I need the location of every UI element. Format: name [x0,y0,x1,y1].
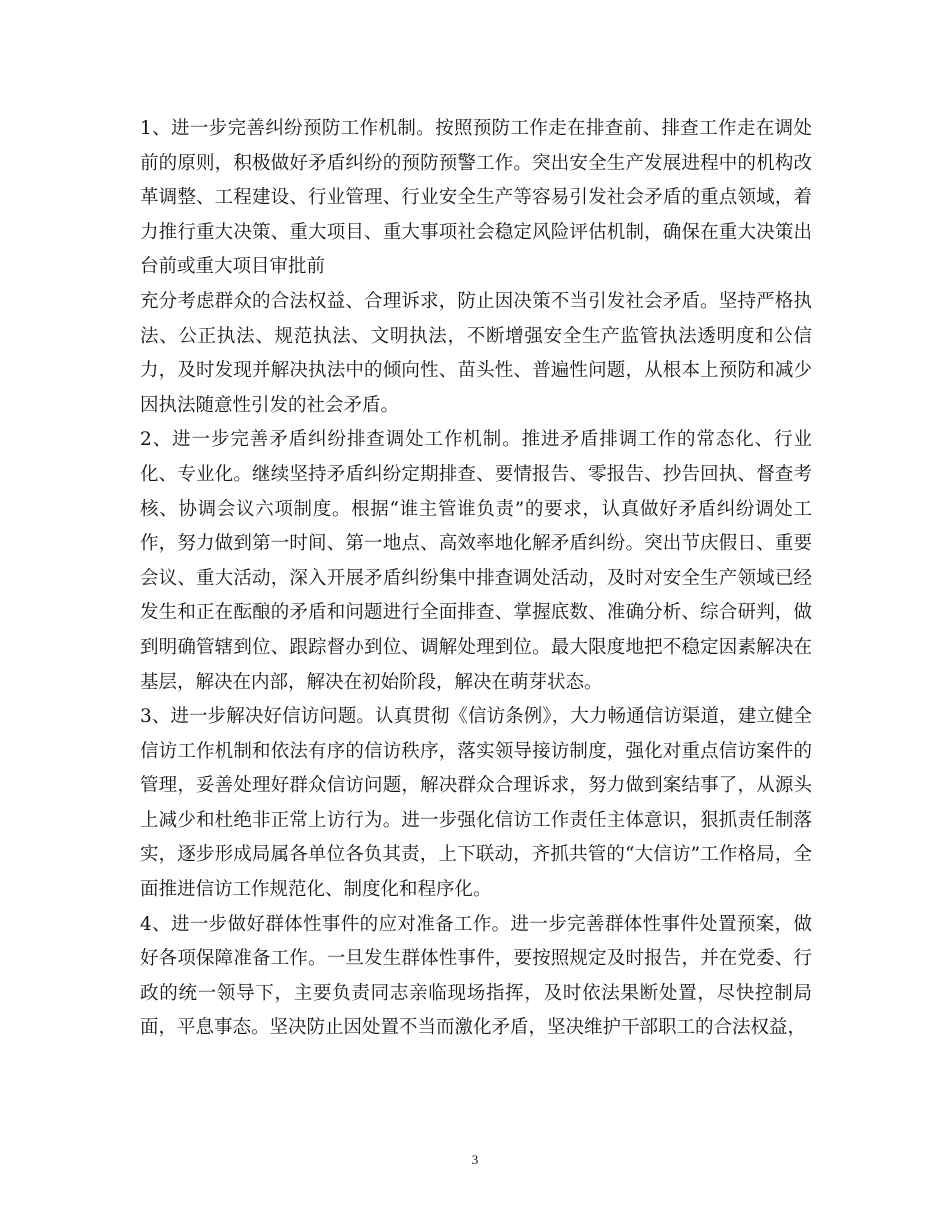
paragraph-4: 4、进一步做好群体性事件的应对准备工作。进一步完善群体性事件处置预案，做好各项保障准备工作。一旦发生群体性事件，要按照规定及时报告，并在党委、行政的统一领导下，主要负责同志亲临现场指挥，及时依法果断处置，尽快控制局面，平息事态。坚决防止因处置不当而激化矛盾，坚决维护干部职工的合法权益， [140,913,812,1039]
document-body [140,112,812,1046]
paragraph-3: 3、进一步解决好信访问题。认真贯彻《信访条例》，大力畅通信访渠道，建立健全信访工作机制和依法有序的信访秩序，落实领导接访制度，强化对重点信访案件的管理，妥善处理好群众信访问题，解决群众合理诉求，努力做到案结事了，从源头上减少和杜绝非正常上访行为。进一步强化信访工作责任主体意识，狠抓责任制落实，逐步形成局属各单位各负其责，上下联动，齐抓共管的“大信访”工作格局，全面推进信访工作规范化、制度化和程序化。 [140,706,812,901]
paragraph-1-part-1: 1、进一步完善纠纷预防工作机制。按照预防工作走在排查前、排查工作走在调处前的原则，积极做好矛盾纠纷的预防预警工作。突出安全生产发展进程中的机构改革调整、工程建设、行业管理、行业安全生产等容易引发社会矛盾的重点领域，着力推行重大决策、重大项目、重大事项社会稳定风险评估机制，确保在重大决策出台前或重大项目审批前 [140,118,812,278]
paragraph-1-part-2: 充分考虑群众的合法权益、合理诉求，防止因决策不当引发社会矛盾。坚持严格执法、公正执法、规范执法、文明执法，不断增强安全生产监管执法透明度和公信力，及时发现并解决执法中的倾向性、苗头性、普遍性问题，从根本上预防和减少因执法随意性引发的社会矛盾。 [140,290,812,416]
page-number: 3 [471,1152,479,1167]
paragraph-2: 2、进一步完善矛盾纠纷排查调处工作机制。推进矛盾排调工作的常态化、行业化、专业化。继续坚持矛盾纠纷定期排查、要情报告、零报告、抄告回执、督查考核、协调会议六项制度。根据“谁主管谁负责”的要求，认真做好矛盾纠纷调处工作，努力做到第一时间、第一地点、高效率地化解矛盾纠纷。突出节庆假日、重要会议、重大活动，深入开展矛盾纠纷集中排查调处活动，及时对安全生产领域已经发生和正在酝酿的矛盾和问题进行全面排查、掌握底数、准确分析、综合研判，做到明确管辖到位、跟踪督办到位、调解处理到位。最大限度地把不稳定因素解决在基层，解决在内部，解决在初始阶段，解决在萌芽状态。 [140,429,812,693]
